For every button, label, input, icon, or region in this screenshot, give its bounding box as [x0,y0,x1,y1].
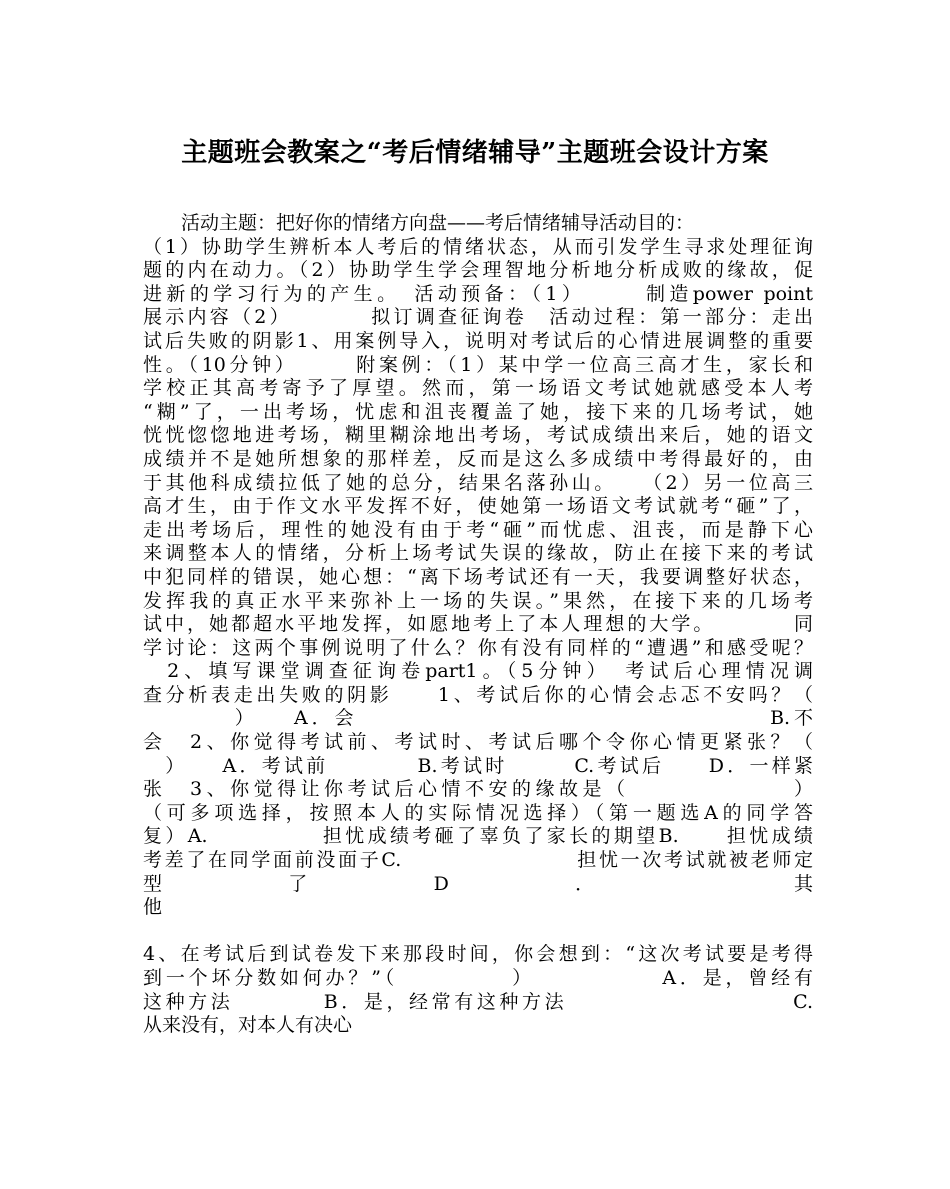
body-line: 性。（10分钟） 附案例：（1）某中学一位高三高才生，家长和 [143,353,813,376]
body-line: 成绩并不是她所想象的那样差，反而是这么多成绩中考得最好的，由 [143,447,813,470]
body-line: 进新的学习行为的产生。 活动预备：（1） 制造power point [143,282,813,305]
body-line: 他 [143,896,163,919]
body-line: 复）A. 担忧成绩考砸了辜负了家长的期望B. 担忧成绩 [143,825,813,848]
body-line: （可多项选择，按照本人的实际情况选择）（第一题选A的同学答 [143,801,813,824]
body-line: 试后失败的阴影1、用案例导入，说明对考试后的心情进展调整的重要 [143,329,813,352]
body-line: 2、填写课堂调查征询卷part1。（5分钟） 考试后心理情况调 [143,660,813,683]
body-line: 张 3、你觉得让你考试后心情不安的缘故是（ ） [143,778,813,801]
body-line: 从来没有，对本人有决心 [143,1014,353,1037]
body-line: 这种方法 B．是，经常有这种方法 C. [143,990,813,1013]
body-line: 恍恍惚惚地进考场，糊里糊涂地出考场，考试成绩出来后，她的语文 [143,424,813,447]
body-line: 题的内在动力。（2）协助学生学会理智地分析地分析成败的缘故，促 [143,259,813,282]
body-line: 中犯同样的错误，她心想：“离下场考试还有一天，我要调整好状态， [143,565,813,588]
body-line: 展示内容（2） 拟订调查征询卷 活动过程：第一部分：走出 [143,306,813,329]
body-line: 来调整本人的情绪，分析上场考试失误的缘故，防止在接下来的考试 [143,542,813,565]
body-line: 于其他科成绩拉低了她的总分，结果名落孙山。 （2）另一位高三 [143,471,813,494]
body-line: 高才生，由于作文水平发挥不好，使她第一场语文考试就考“砸”了， [143,495,813,518]
body-line: 发挥我的真正水平来弥补上一场的失误。”果然，在接下来的几场考 [143,589,813,612]
body-line: 学校正其高考寄予了厚望。然而，第一场语文考试她就感受本人考 [143,377,813,400]
body-line: 考差了在同学面前没面子C. 担忧一次考试就被老师定 [143,849,813,872]
body-line: 活动主题：把好你的情绪方向盘——考后情绪辅导活动目的： [181,212,695,234]
body-line: 到一个坏分数如何办？”（ ） A．是，曾经有 [143,967,813,989]
body-line: 查分析表走出失败的阴影 1、考试后你的心情会忐忑不安吗？（ [143,683,813,706]
body-line: 学讨论：这两个事例说明了什么？你有没有同样的“遭遇”和感受呢？ [143,636,813,659]
body-line: ） A．会 B.不 [143,707,813,730]
body-line: 试中，她都超水平地发挥，如愿地考上了本人理想的大学。 同 [143,613,813,636]
body-line: （1）协助学生辨析本人考后的情绪状态，从而引发学生寻求处理征询 [143,235,813,258]
document-body [143,212,813,1038]
body-line: 4、在考试后到试卷发下来那段时间，你会想到：“这次考试要是考得 [143,943,813,966]
body-line-blank [143,920,813,944]
body-line: “糊”了，一出考场，忧虑和沮丧覆盖了她，接下来的几场考试，她 [143,400,813,423]
document-title: 主题班会教案之“考后情绪辅导”主题班会设计方案 [181,138,769,168]
body-line: ） A．考试前 B.考试时 C.考试后 D．一样紧 [143,754,813,777]
body-line: 型 了 D ． 其 [143,872,813,895]
body-line: 会 2、你觉得考试前、考试时、考试后哪个令你心情更紧张？（ [143,731,813,754]
body-line: 走出考场后，理性的她没有由于考“砸”而忧虑、沮丧，而是静下心 [143,518,813,541]
